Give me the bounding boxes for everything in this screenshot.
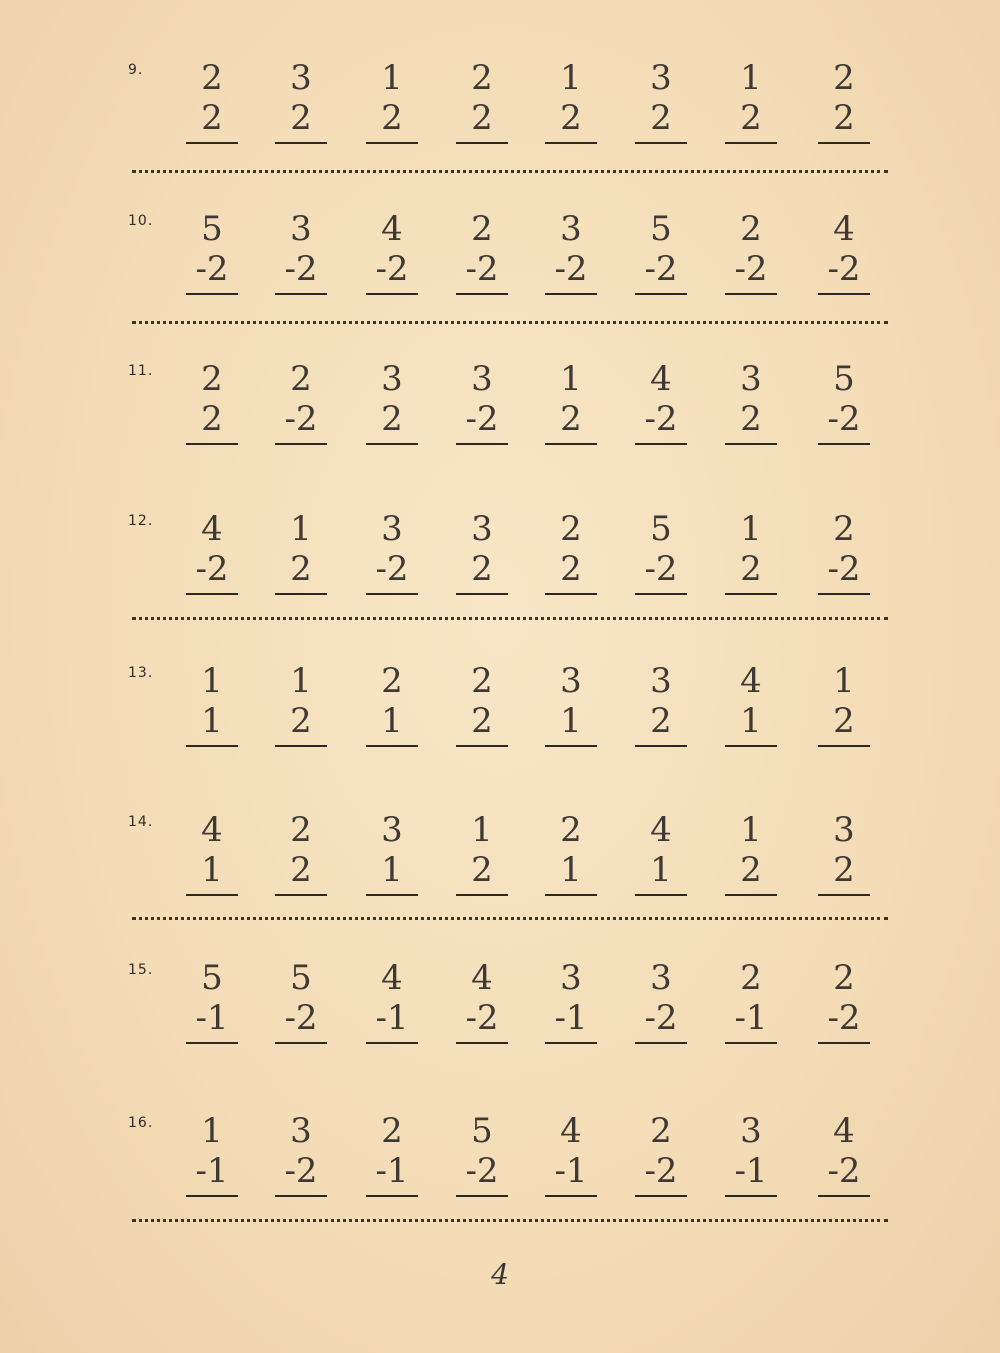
arithmetic-problem — [633, 810, 689, 896]
bottom-operand: -1 — [554, 998, 588, 1038]
answer-line — [725, 894, 777, 896]
bottom-operand: -2 — [375, 249, 409, 289]
top-operand: 2 — [471, 209, 493, 249]
answer-line — [366, 1042, 418, 1044]
top-operand: 2 — [740, 209, 762, 249]
top-operand: 1 — [290, 661, 312, 701]
answer-line — [635, 593, 687, 595]
answer-line — [275, 894, 327, 896]
top-operand: 2 — [381, 661, 403, 701]
arithmetic-problem — [633, 209, 689, 295]
bottom-operand: 2 — [833, 98, 855, 138]
arithmetic-problem — [723, 810, 779, 896]
top-operand: 1 — [560, 359, 582, 399]
answer-line — [275, 593, 327, 595]
top-operand: 2 — [833, 58, 855, 98]
problem-row — [0, 509, 1000, 629]
arithmetic-problem — [273, 58, 329, 144]
answer-line — [366, 593, 418, 595]
answer-line — [186, 1195, 238, 1197]
bottom-operand: 1 — [650, 850, 672, 890]
top-operand: 3 — [740, 359, 762, 399]
arithmetic-problem — [273, 209, 329, 295]
arithmetic-problem — [184, 209, 240, 295]
answer-line — [545, 293, 597, 295]
bottom-operand: -2 — [465, 998, 499, 1038]
arithmetic-problem — [723, 958, 779, 1044]
bottom-operand: -2 — [465, 399, 499, 439]
bottom-operand: -2 — [827, 249, 861, 289]
top-operand: 3 — [650, 958, 672, 998]
top-operand: 5 — [201, 209, 223, 249]
answer-line — [545, 142, 597, 144]
top-operand: 3 — [560, 958, 582, 998]
problem-row — [0, 359, 1000, 479]
arithmetic-problem — [723, 1111, 779, 1197]
answer-line — [545, 1042, 597, 1044]
bottom-operand: -2 — [284, 1151, 318, 1191]
bottom-operand: -1 — [375, 1151, 409, 1191]
answer-line — [545, 894, 597, 896]
bottom-operand: 2 — [471, 850, 493, 890]
arithmetic-problem — [184, 1111, 240, 1197]
bottom-operand: 2 — [740, 850, 762, 890]
answer-line — [456, 894, 508, 896]
bottom-operand: -2 — [465, 1151, 499, 1191]
answer-line — [545, 443, 597, 445]
bottom-operand: -2 — [644, 549, 678, 589]
bottom-operand: 1 — [201, 701, 223, 741]
arithmetic-problem — [364, 661, 420, 747]
arithmetic-problem — [364, 58, 420, 144]
top-operand: 3 — [833, 810, 855, 850]
top-operand: 4 — [381, 958, 403, 998]
bottom-operand: 2 — [290, 98, 312, 138]
arithmetic-problem — [184, 810, 240, 896]
answer-line — [186, 745, 238, 747]
top-operand: 3 — [381, 359, 403, 399]
top-operand: 3 — [381, 810, 403, 850]
answer-line — [456, 142, 508, 144]
answer-line — [725, 593, 777, 595]
bottom-operand: -2 — [644, 249, 678, 289]
bottom-operand: -2 — [554, 249, 588, 289]
bottom-operand: 2 — [650, 98, 672, 138]
answer-line — [366, 293, 418, 295]
bottom-operand: -2 — [465, 249, 499, 289]
arithmetic-problem — [454, 359, 510, 445]
answer-line — [635, 745, 687, 747]
top-operand: 2 — [833, 509, 855, 549]
answer-line — [635, 142, 687, 144]
top-operand: 1 — [201, 661, 223, 701]
row-number: 9. — [128, 62, 144, 78]
bottom-operand: 2 — [740, 399, 762, 439]
bottom-operand: 2 — [833, 701, 855, 741]
answer-line — [545, 745, 597, 747]
bottom-operand: 1 — [740, 701, 762, 741]
arithmetic-problem — [543, 58, 599, 144]
top-operand: 3 — [650, 58, 672, 98]
arithmetic-problem — [543, 661, 599, 747]
bottom-operand: 2 — [560, 98, 582, 138]
answer-line — [186, 443, 238, 445]
bottom-operand: 2 — [740, 549, 762, 589]
top-operand: 5 — [471, 1111, 493, 1151]
arithmetic-problem — [816, 1111, 872, 1197]
arithmetic-problem — [184, 958, 240, 1044]
answer-line — [818, 1195, 870, 1197]
answer-line — [275, 1042, 327, 1044]
arithmetic-problem — [723, 661, 779, 747]
arithmetic-problem — [816, 661, 872, 747]
top-operand: 4 — [201, 810, 223, 850]
problem-row — [0, 661, 1000, 781]
bottom-operand: 2 — [471, 98, 493, 138]
answer-line — [186, 1042, 238, 1044]
arithmetic-problem — [364, 1111, 420, 1197]
arithmetic-problem — [543, 958, 599, 1044]
bottom-operand: 2 — [740, 98, 762, 138]
bottom-operand: 2 — [833, 850, 855, 890]
bottom-operand: -1 — [734, 998, 768, 1038]
dotted-separator — [132, 1219, 888, 1222]
answer-line — [818, 1042, 870, 1044]
top-operand: 1 — [740, 58, 762, 98]
problem-row — [0, 1111, 1000, 1231]
answer-line — [635, 443, 687, 445]
arithmetic-problem — [273, 1111, 329, 1197]
bottom-operand: -2 — [284, 399, 318, 439]
arithmetic-problem — [816, 359, 872, 445]
arithmetic-problem — [454, 509, 510, 595]
bottom-operand: -2 — [644, 998, 678, 1038]
top-operand: 4 — [381, 209, 403, 249]
top-operand: 2 — [290, 810, 312, 850]
answer-line — [456, 1042, 508, 1044]
arithmetic-problem — [273, 509, 329, 595]
answer-line — [456, 593, 508, 595]
dotted-separator — [132, 170, 888, 173]
bottom-operand: -2 — [827, 549, 861, 589]
problem-row — [0, 810, 1000, 930]
bottom-operand: -1 — [195, 998, 229, 1038]
top-operand: 1 — [290, 509, 312, 549]
bottom-operand: -2 — [195, 549, 229, 589]
answer-line — [818, 293, 870, 295]
bottom-operand: 2 — [290, 549, 312, 589]
top-operand: 4 — [740, 661, 762, 701]
arithmetic-problem — [723, 58, 779, 144]
row-number: 13. — [128, 665, 154, 681]
row-number: 16. — [128, 1115, 154, 1131]
answer-line — [366, 443, 418, 445]
bottom-operand: -2 — [827, 399, 861, 439]
arithmetic-problem — [723, 509, 779, 595]
top-operand: 3 — [471, 509, 493, 549]
bottom-operand: -1 — [554, 1151, 588, 1191]
dotted-separator — [132, 617, 888, 620]
bottom-operand: 1 — [560, 701, 582, 741]
dotted-separator — [132, 917, 888, 920]
answer-line — [275, 443, 327, 445]
bottom-operand: -2 — [375, 549, 409, 589]
top-operand: 2 — [740, 958, 762, 998]
arithmetic-problem — [816, 810, 872, 896]
arithmetic-problem — [543, 1111, 599, 1197]
answer-line — [275, 745, 327, 747]
top-operand: 4 — [650, 810, 672, 850]
arithmetic-problem — [816, 58, 872, 144]
bottom-operand: 2 — [201, 98, 223, 138]
answer-line — [456, 293, 508, 295]
arithmetic-problem — [364, 810, 420, 896]
problem-row — [0, 209, 1000, 329]
arithmetic-problem — [633, 359, 689, 445]
top-operand: 2 — [650, 1111, 672, 1151]
arithmetic-problem — [184, 359, 240, 445]
arithmetic-problem — [454, 810, 510, 896]
page-number: 4 — [491, 1258, 509, 1291]
top-operand: 1 — [560, 58, 582, 98]
bottom-operand: -2 — [284, 249, 318, 289]
bottom-operand: 2 — [560, 399, 582, 439]
arithmetic-problem — [543, 209, 599, 295]
answer-line — [366, 894, 418, 896]
bottom-operand: 1 — [201, 850, 223, 890]
top-operand: 4 — [471, 958, 493, 998]
top-operand: 4 — [201, 509, 223, 549]
arithmetic-problem — [184, 509, 240, 595]
arithmetic-problem — [364, 958, 420, 1044]
bottom-operand: -2 — [644, 1151, 678, 1191]
arithmetic-problem — [273, 661, 329, 747]
bottom-operand: 2 — [560, 549, 582, 589]
answer-line — [725, 142, 777, 144]
arithmetic-problem — [633, 58, 689, 144]
top-operand: 2 — [560, 810, 582, 850]
arithmetic-problem — [454, 1111, 510, 1197]
top-operand: 5 — [833, 359, 855, 399]
top-operand: 1 — [201, 1111, 223, 1151]
answer-line — [635, 894, 687, 896]
bottom-operand: 2 — [381, 98, 403, 138]
bottom-operand: 2 — [201, 399, 223, 439]
top-operand: 2 — [290, 359, 312, 399]
top-operand: 3 — [290, 1111, 312, 1151]
arithmetic-problem — [454, 661, 510, 747]
answer-line — [725, 1195, 777, 1197]
arithmetic-problem — [816, 209, 872, 295]
top-operand: 5 — [201, 958, 223, 998]
top-operand: 4 — [833, 209, 855, 249]
arithmetic-problem — [723, 209, 779, 295]
arithmetic-problem — [184, 58, 240, 144]
top-operand: 2 — [201, 58, 223, 98]
row-number: 14. — [128, 814, 154, 830]
answer-line — [275, 142, 327, 144]
answer-line — [725, 745, 777, 747]
arithmetic-problem — [543, 359, 599, 445]
answer-line — [456, 1195, 508, 1197]
arithmetic-problem — [633, 661, 689, 747]
answer-line — [186, 593, 238, 595]
answer-line — [456, 443, 508, 445]
answer-line — [545, 1195, 597, 1197]
top-operand: 2 — [471, 661, 493, 701]
answer-line — [818, 745, 870, 747]
problem-row — [0, 958, 1000, 1078]
answer-line — [456, 745, 508, 747]
top-operand: 3 — [471, 359, 493, 399]
arithmetic-problem — [543, 810, 599, 896]
answer-line — [725, 1042, 777, 1044]
top-operand: 5 — [650, 209, 672, 249]
bottom-operand: 2 — [290, 850, 312, 890]
bottom-operand: -2 — [827, 998, 861, 1038]
answer-line — [818, 443, 870, 445]
answer-line — [818, 142, 870, 144]
bottom-operand: 2 — [381, 399, 403, 439]
bottom-operand: -2 — [827, 1151, 861, 1191]
answer-line — [725, 293, 777, 295]
arithmetic-problem — [633, 509, 689, 595]
top-operand: 4 — [560, 1111, 582, 1151]
top-operand: 1 — [471, 810, 493, 850]
arithmetic-problem — [273, 359, 329, 445]
answer-line — [186, 142, 238, 144]
top-operand: 3 — [381, 509, 403, 549]
answer-line — [186, 894, 238, 896]
answer-line — [366, 142, 418, 144]
answer-line — [275, 293, 327, 295]
top-operand: 3 — [560, 661, 582, 701]
top-operand: 2 — [833, 958, 855, 998]
bottom-operand: -1 — [375, 998, 409, 1038]
bottom-operand: 1 — [560, 850, 582, 890]
arithmetic-problem — [816, 958, 872, 1044]
bottom-operand: 2 — [650, 701, 672, 741]
answer-line — [818, 593, 870, 595]
arithmetic-problem — [454, 209, 510, 295]
top-operand: 1 — [833, 661, 855, 701]
arithmetic-problem — [364, 509, 420, 595]
arithmetic-problem — [364, 209, 420, 295]
row-number: 12. — [128, 513, 154, 529]
top-operand: 1 — [740, 810, 762, 850]
row-number: 11. — [128, 363, 154, 379]
top-operand: 2 — [201, 359, 223, 399]
arithmetic-problem — [633, 958, 689, 1044]
arithmetic-problem — [723, 359, 779, 445]
arithmetic-problem — [633, 1111, 689, 1197]
bottom-operand: -2 — [284, 998, 318, 1038]
top-operand: 5 — [290, 958, 312, 998]
bottom-operand: 2 — [471, 701, 493, 741]
answer-line — [635, 293, 687, 295]
bottom-operand: 1 — [381, 701, 403, 741]
bottom-operand: -1 — [195, 1151, 229, 1191]
top-operand: 1 — [381, 58, 403, 98]
top-operand: 4 — [833, 1111, 855, 1151]
top-operand: 5 — [650, 509, 672, 549]
answer-line — [366, 745, 418, 747]
arithmetic-problem — [454, 958, 510, 1044]
top-operand: 2 — [471, 58, 493, 98]
answer-line — [818, 894, 870, 896]
arithmetic-problem — [454, 58, 510, 144]
top-operand: 3 — [290, 209, 312, 249]
top-operand: 3 — [560, 209, 582, 249]
top-operand: 2 — [560, 509, 582, 549]
arithmetic-problem — [273, 958, 329, 1044]
answer-line — [186, 293, 238, 295]
arithmetic-problem — [543, 509, 599, 595]
answer-line — [545, 593, 597, 595]
bottom-operand: -1 — [734, 1151, 768, 1191]
arithmetic-problem — [273, 810, 329, 896]
bottom-operand: -2 — [195, 249, 229, 289]
answer-line — [635, 1195, 687, 1197]
top-operand: 2 — [381, 1111, 403, 1151]
bottom-operand: 2 — [290, 701, 312, 741]
arithmetic-problem — [364, 359, 420, 445]
arithmetic-problem — [816, 509, 872, 595]
problem-row — [0, 58, 1000, 178]
top-operand: 3 — [650, 661, 672, 701]
arithmetic-problem — [184, 661, 240, 747]
answer-line — [725, 443, 777, 445]
top-operand: 3 — [740, 1111, 762, 1151]
answer-line — [275, 1195, 327, 1197]
answer-line — [366, 1195, 418, 1197]
bottom-operand: 1 — [381, 850, 403, 890]
bottom-operand: -2 — [734, 249, 768, 289]
top-operand: 1 — [740, 509, 762, 549]
answer-line — [635, 1042, 687, 1044]
dotted-separator — [132, 321, 888, 324]
row-number: 15. — [128, 962, 154, 978]
top-operand: 3 — [290, 58, 312, 98]
bottom-operand: -2 — [644, 399, 678, 439]
row-number: 10. — [128, 213, 154, 229]
top-operand: 4 — [650, 359, 672, 399]
bottom-operand: 2 — [471, 549, 493, 589]
